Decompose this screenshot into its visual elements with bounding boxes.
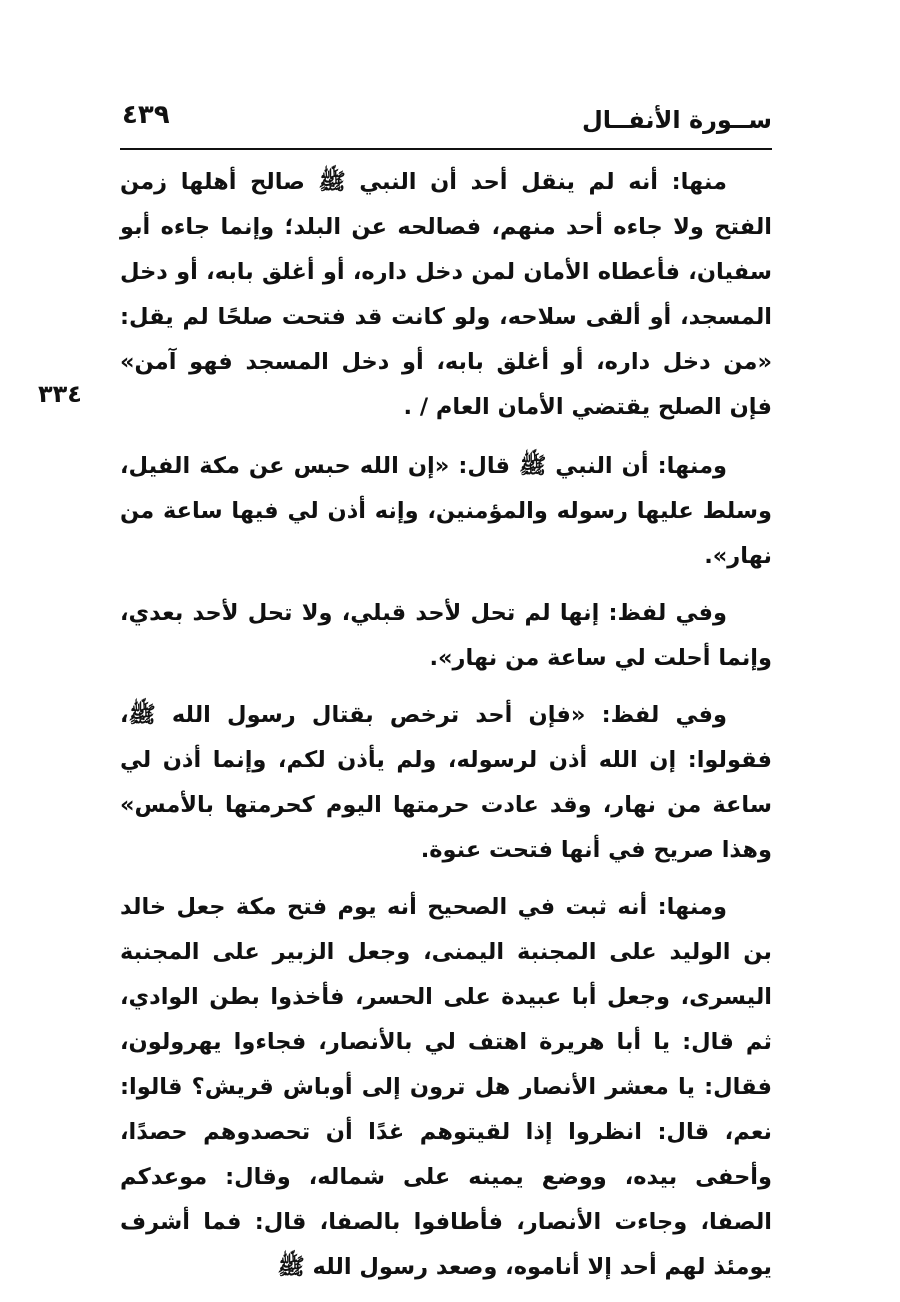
page-header [120, 98, 772, 150]
paragraph: ومنها: أنه ثبت في الصحيح أنه يوم فتح مكة جعل خالد بن الوليد على المجنبة اليمنى، وجعل الزبير على المجنبة اليسرى، وجعل أبا عبيدة على الحسر، فأخذوا بطن الوادي، ثم قال: يا أبا هريرة اهتف لي بالأنصار، فجاءوا يهرولون، فقال: يا معشر الأنصار هل ترون إلى أوباش قريش؟ قالوا: نعم، قال: انظروا إذا لقيتوهم غدًا أن تحصدوهم حصدًا، وأحفى بيده، ووضع يمينه على شماله، وقال: موعدكم الصفا، وجاءت الأنصار، فأطافوا بالصفا، قال: فما أشرف يومئذ لهم أحد إلا أناموه، وصعد رسول الله ﷺ [120, 894, 772, 1280]
paragraph: منها: أنه لم ينقل أحد أن النبي ﷺ صالح أهلها زمن الفتح ولا جاءه أحد منهم، فصالحه عن البلد؛ وإنما جاءه أبو سفيان، فأعطاه الأمان لمن دخل داره، أو أغلق بابه، أو دخل المسجد، أو ألقى سلاحه، ولو كانت قد فتحت صلحًا لم يقل: «من دخل داره، أو أغلق بابه، أو دخل المسجد فهو آمن» فإن الصلح يقتضي الأمان العام / . [120, 169, 772, 420]
running-title: ســورة الأنفــال [581, 106, 772, 134]
main-text [120, 160, 772, 1302]
paragraph: ومنها: أن النبي ﷺ قال: «إن الله حبس عن مكة الفيل، وسلط عليها رسوله والمؤمنين، وإنه أذن لي فيها ساعة من نهار». [120, 453, 772, 569]
margin-reference-number: ٣٣٤ [38, 380, 82, 408]
paragraph: وفي لفظ: «فإن أحد ترخص بقتال رسول الله ﷺ، فقولوا: إن الله أذن لرسوله، ولم يأذن لكم، وإنما أذن لي ساعة من نهار، وقد عادت حرمتها اليوم كحرمتها بالأمس» وهذا صريح في أنها فتحت عنوة. [120, 702, 772, 863]
paragraph: وفي لفظ: إنها لم تحل لأحد قبلي، ولا تحل لأحد بعدي، وإنما أحلت لي ساعة من نهار». [120, 600, 772, 671]
page-number: ٤٣٩ [122, 100, 170, 130]
